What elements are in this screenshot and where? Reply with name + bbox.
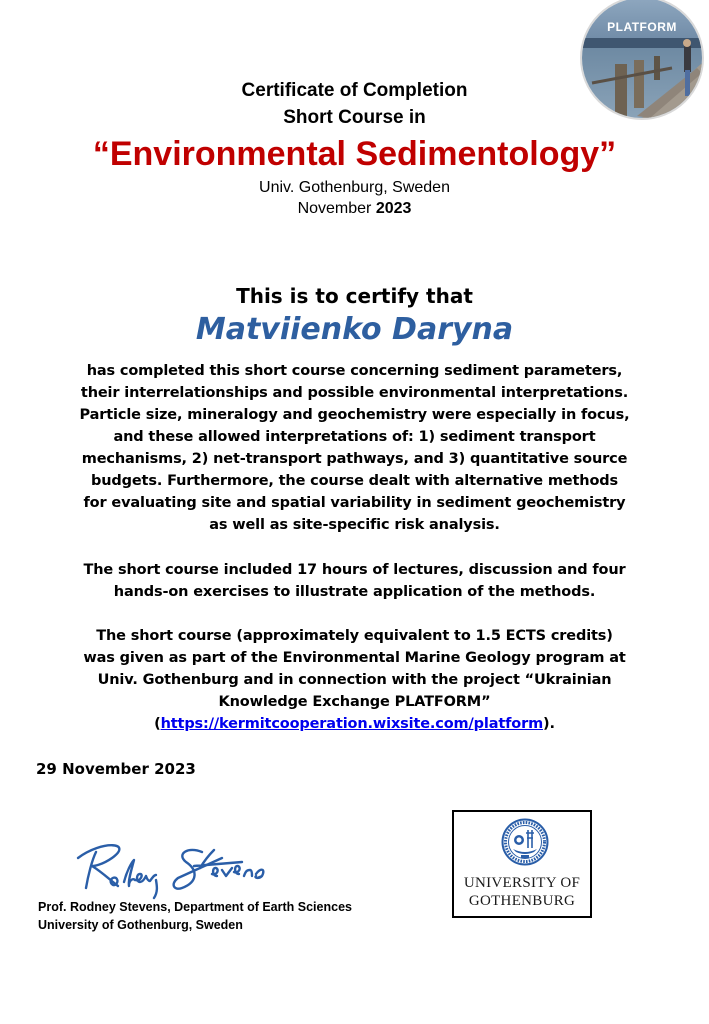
certify-statement: This is to certify that (236, 284, 473, 308)
paragraph-1-line: and these allowed interpretations of: 1) sediment transport (113, 429, 596, 445)
paragraph-3-line: Knowledge Exchange PLATFORM” (218, 694, 491, 710)
issue-date: 29 November 2023 (36, 760, 196, 778)
paragraph-1-line: budgets. Furthermore, the course dealt with alternative methods (91, 473, 618, 489)
university-logo (452, 810, 592, 918)
course-date (0, 199, 709, 219)
paragraph-1-line: their interrelationships and possible environmental interpretations. (80, 385, 629, 401)
paragraph-1-line: as well as site-specific risk analysis. (209, 517, 500, 533)
signature-image (72, 838, 287, 900)
paragraph-3-line: was given as part of the Environmental Marine Geology program at (83, 650, 626, 666)
paragraph-1-line: has completed this short course concerning sediment parameters, (86, 363, 623, 379)
university-seal-icon (501, 818, 549, 866)
university-name-line2: GOTHENBURG (468, 893, 576, 909)
paragraph-1-line: mechanisms, 2) net-transport pathways, and 3) quantitative source (81, 451, 628, 467)
signer-affiliation: University of Gothenburg, Sweden (38, 918, 243, 932)
course-location: Univ. Gothenburg, Sweden (259, 179, 450, 196)
paragraph-2-line: hands-on exercises to illustrate application of the methods. (113, 584, 596, 600)
project-link-line (0, 713, 709, 735)
course-date-year: 2023 (375, 200, 412, 217)
university-name-line1: UNIVERSITY OF (463, 875, 581, 891)
platform-badge-label: PLATFORM (607, 20, 677, 34)
signer-name-department: Prof. Rodney Stevens, Department of Earth Sciences (38, 900, 352, 914)
recipient-name: Matviienko Daryna (195, 312, 514, 347)
paragraph-3-line: The short course (approximately equivalent to 1.5 ECTS credits) (96, 628, 613, 644)
certificate-subtitle: Short Course in (283, 107, 426, 128)
link-close-paren: ). (543, 716, 555, 732)
paragraph-2-line: The short course included 17 hours of lectures, discussion and four (83, 562, 626, 578)
course-name: “Environmental Sedimentology” (92, 135, 617, 173)
course-date-month: November (297, 200, 372, 217)
paragraph-1-line: Particle size, mineralogy and geochemistry were especially in focus, (79, 407, 630, 423)
certificate-title: Certificate of Completion (241, 80, 468, 101)
paragraph-1-line: for evaluating site and spatial variability in sediment geochemistry (83, 495, 626, 511)
paragraph-3-line: Univ. Gothenburg and in connection with the project “Ukrainian (97, 672, 612, 688)
link-open-paren: ( (154, 716, 161, 732)
platform-link[interactable]: https://kermitcooperation.wixsite.com/platform (160, 716, 544, 732)
